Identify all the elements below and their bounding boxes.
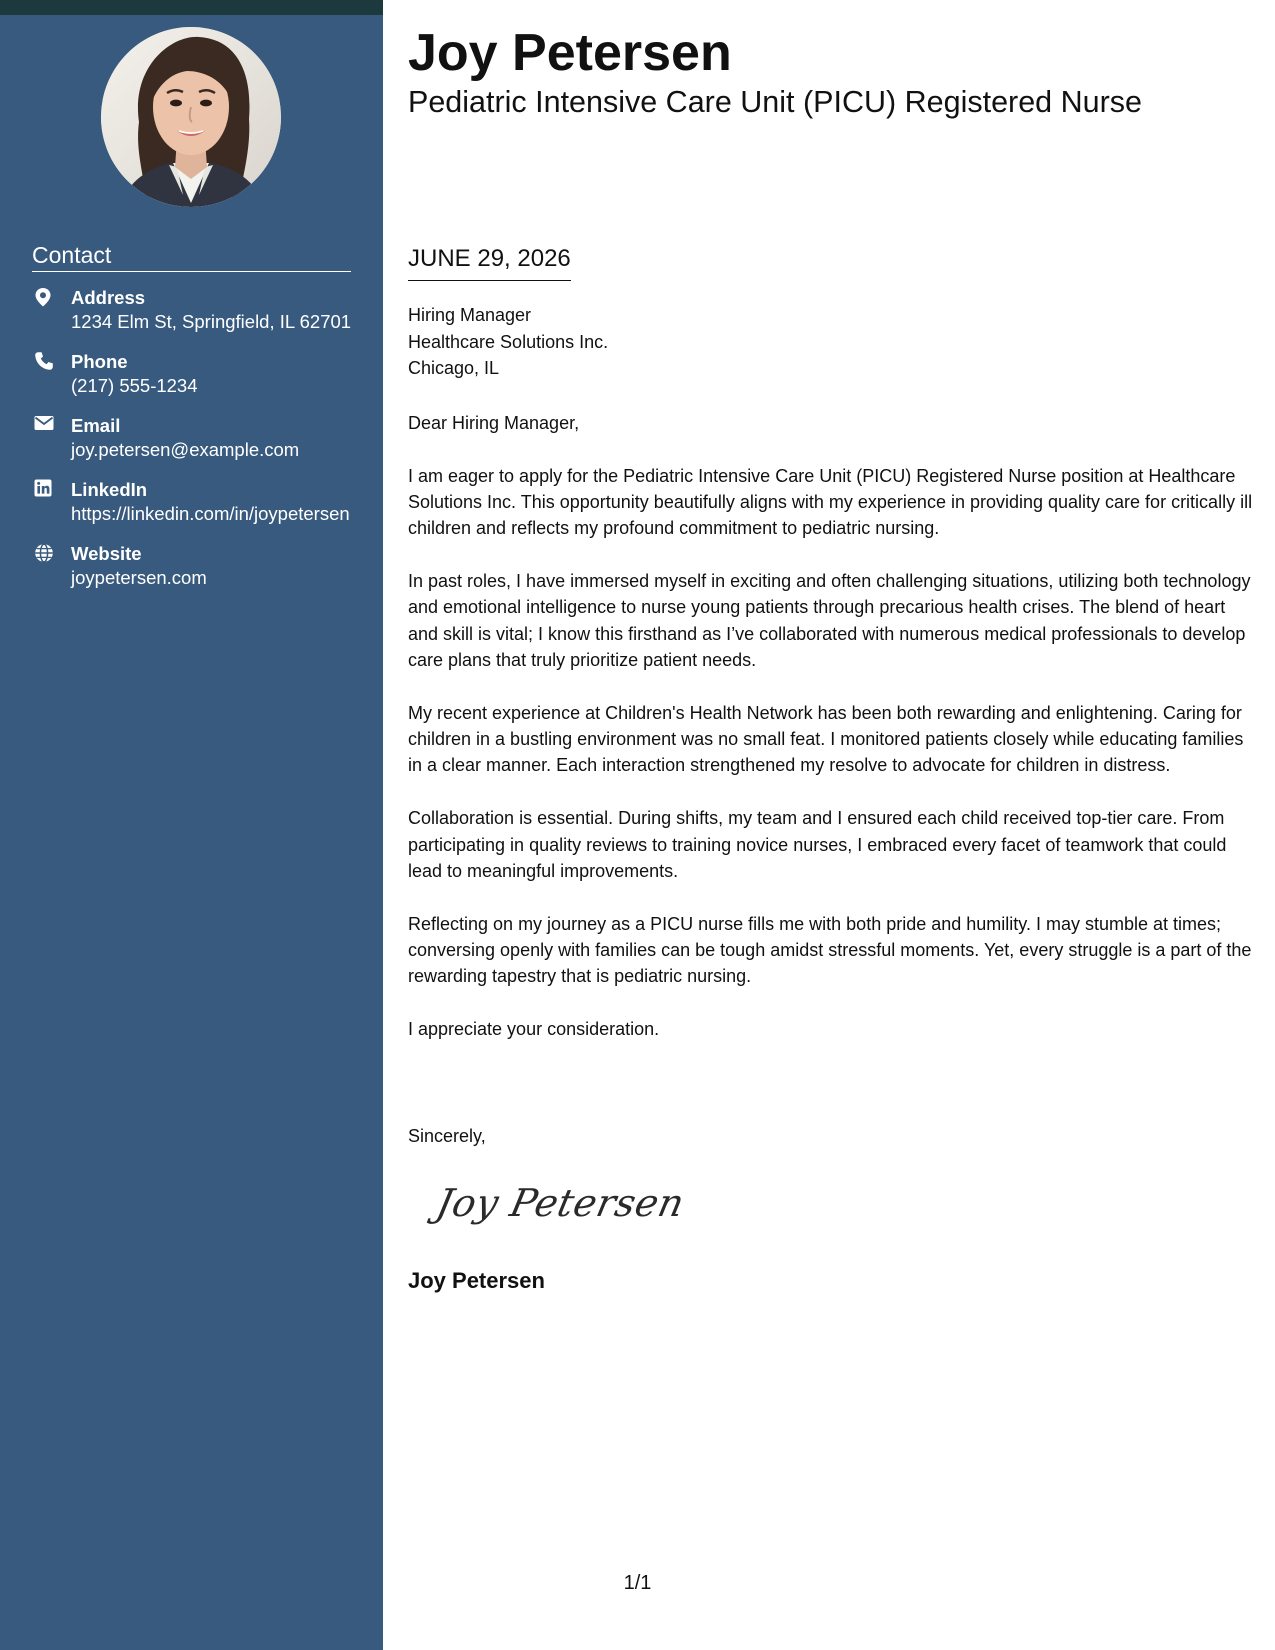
letter-date: JUNE 29, 2026: [408, 244, 571, 281]
contact-heading: Contact: [32, 242, 112, 268]
contact-email: [32, 413, 362, 462]
envelope-icon: [34, 415, 52, 433]
letter-body: [408, 410, 1258, 1069]
linkedin-value[interactable]: https://linkedin.com/in/joypetersen: [71, 503, 350, 524]
salutation: Dear Hiring Manager,: [408, 413, 580, 433]
contact-divider: [32, 271, 351, 272]
body-paragraph: Collaboration is essential. During shifts, my team and I ensured each child received top-tier care. From participating in quality reviews to training novice nurses, I embraced every facet of teamwork that could lead to meaningful improvements.: [408, 808, 1227, 881]
location-pin-icon: [34, 287, 52, 305]
applicant-name: Joy Petersen: [408, 24, 732, 82]
phone-value: (217) 555-1234: [71, 375, 198, 396]
linkedin-icon: [34, 479, 52, 497]
profile-photo: [101, 27, 281, 207]
contact-phone: [32, 349, 362, 398]
handwritten-signature: Joy Petersen: [432, 1181, 689, 1225]
sidebar-top-bar: [0, 0, 383, 15]
phone-icon: [34, 351, 52, 369]
contact-linkedin: [32, 477, 362, 526]
contact-label: Website: [71, 543, 142, 564]
closing: Sincerely,: [408, 1126, 486, 1146]
contact-label: Email: [71, 415, 121, 436]
recipient-company: Healthcare Solutions Inc.: [408, 331, 609, 352]
globe-icon: [34, 543, 52, 561]
contact-website: [32, 541, 362, 590]
recipient-location: Chicago, IL: [408, 358, 500, 378]
body-paragraph: In past roles, I have immersed myself in exciting and often challenging situations, utilizing both technology and emotional intelligence to nurse young patients through precarious health crises. The blend of heart and skill is vital; I know this firsthand as I’ve collaborated with numerous medical professionals to develop care plans that truly prioritize patient needs.: [408, 571, 1251, 671]
thanks-line: I appreciate your consideration.: [408, 1019, 660, 1040]
sidebar: [0, 0, 383, 1650]
page-number: 1/1: [623, 1572, 652, 1594]
job-title: Pediatric Intensive Care Unit (PICU) Registered Nurse: [408, 85, 1142, 119]
body-paragraph: Reflecting on my journey as a PICU nurse fills me with both pride and humility. I may stumble at times; conversing openly with families can be tough amidst stressful moments. Yet, every struggle is a part of the rewarding tapestry that is pediatric nursing.: [408, 913, 1252, 987]
website-value[interactable]: joypetersen.com: [71, 567, 207, 588]
contact-label: Address: [71, 287, 146, 308]
recipient-name: Hiring Manager: [408, 305, 532, 325]
address-value: 1234 Elm St, Springfield, IL 62701: [71, 311, 352, 332]
contact-address: [32, 285, 362, 334]
email-value[interactable]: joy.petersen@example.com: [71, 439, 300, 460]
body-paragraph: I am eager to apply for the Pediatric Intensive Care Unit (PICU) Registered Nurse position at Healthcare Solutions Inc. This opportunity beautifully aligns with my experience in providing quality care for critically ill children and reflects my profound commitment to pediatric nursing.: [408, 465, 1253, 539]
body-paragraph: My recent experience at Children's Health Network has been both rewarding and enlightening. Caring for children in a bustling environment was no small feat. I monitored patients closely while educating families in a clear manner. Each interaction strengthened my resolve to advocate for children in distress.: [408, 702, 1244, 776]
signer-name: Joy Petersen: [408, 1268, 545, 1293]
contact-label: Phone: [71, 351, 128, 372]
recipient-block: [408, 302, 608, 382]
contact-list: [32, 285, 362, 605]
contact-label: LinkedIn: [71, 479, 148, 500]
